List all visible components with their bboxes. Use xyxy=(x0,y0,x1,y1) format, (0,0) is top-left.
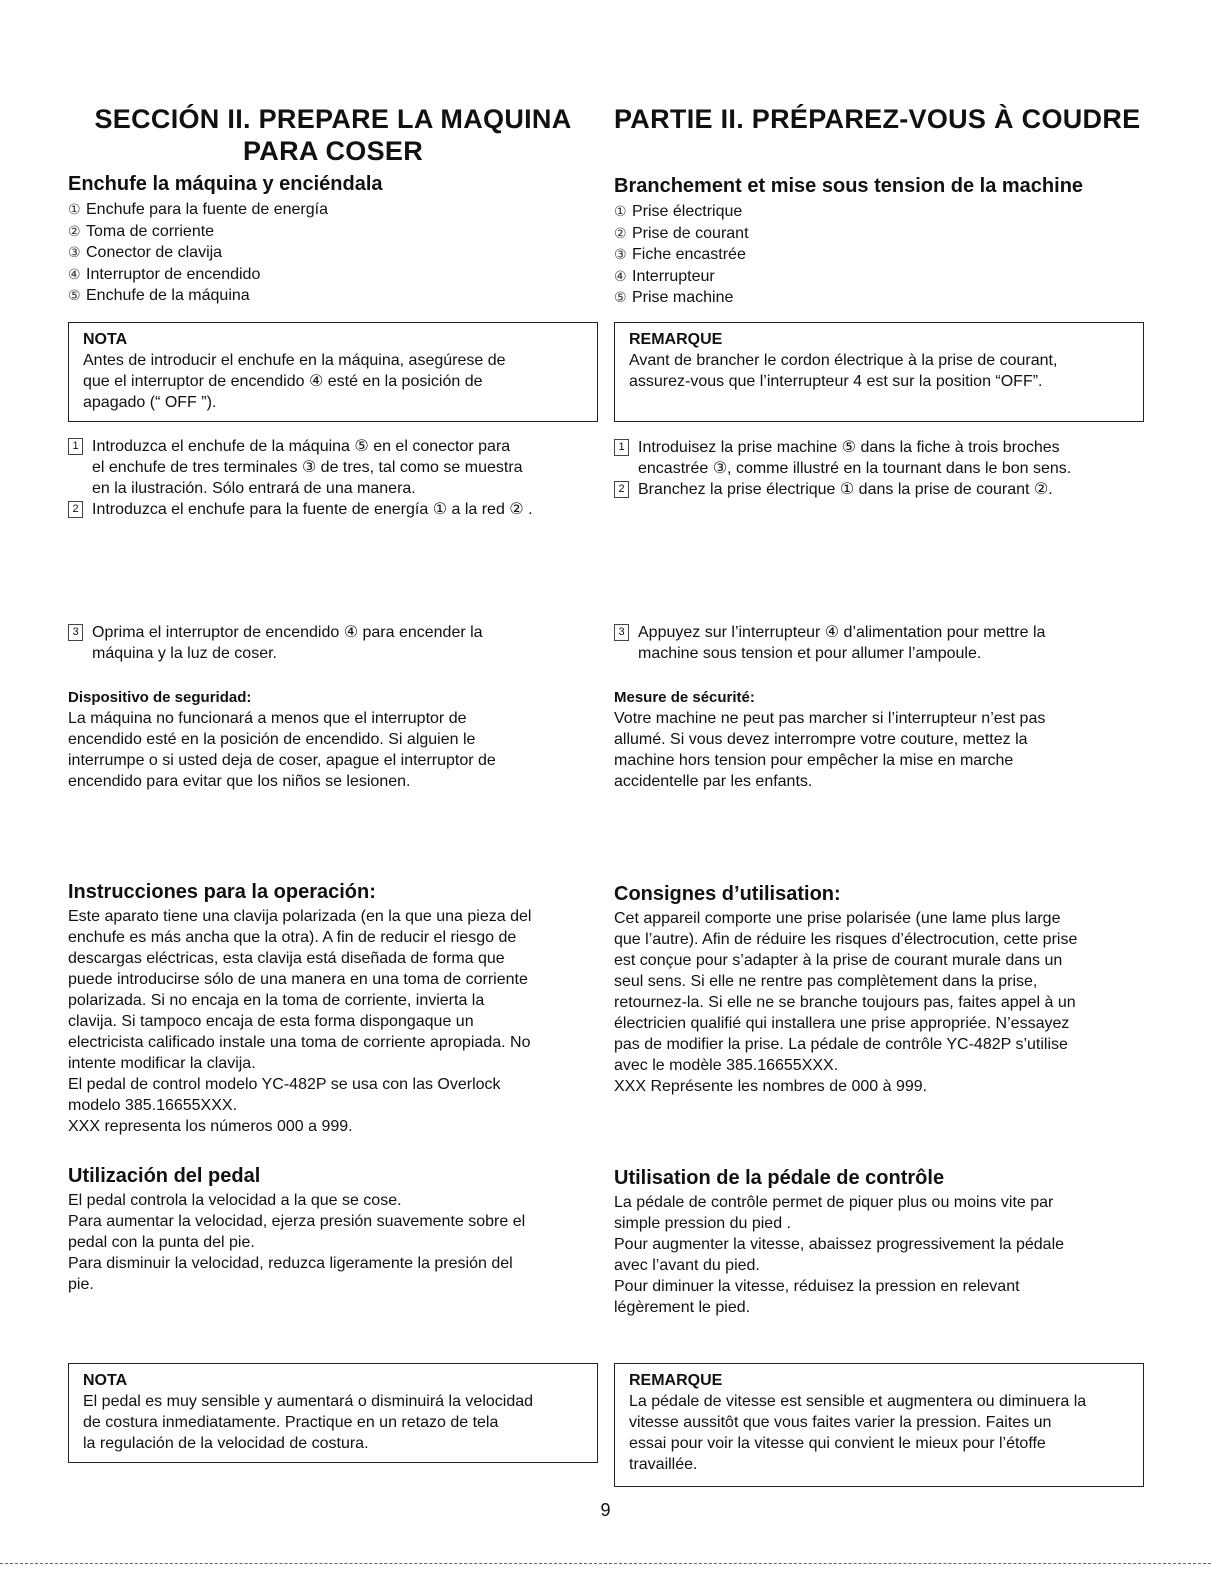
note-box xyxy=(614,1363,1144,1487)
paragraph-line: est conçue pour s’adapter à la prise de courant murale dans un xyxy=(614,952,1063,969)
list-item: ⑤ Prise machine xyxy=(614,289,734,306)
paragraph-line: avec le modèle 385.16655XXX. xyxy=(614,1057,839,1074)
note-box xyxy=(68,1363,598,1463)
operation-heading: Consignes d’utilisation: xyxy=(614,883,841,905)
operation-section xyxy=(614,882,1144,1097)
safety-section xyxy=(614,688,1144,792)
pedal-section xyxy=(68,1164,598,1295)
paragraph-line: avec l’avant du pied. xyxy=(614,1257,760,1274)
list-item: ④ Interrupteur xyxy=(614,267,715,285)
paragraph-line: retournez-la. Si elle ne se branche toujours pas, faites appel à un xyxy=(614,994,1076,1011)
note-box xyxy=(68,322,598,422)
note-line: Avant de brancher le cordon électrique à la prise de courant, xyxy=(629,352,1058,369)
step-item: 1 Introduzca el enchufe de la máquina ⑤ en el conector para el enchufe de tres terminales ③ de tres, tal como se muestra en la ilustración. Sólo entrará de una manera. xyxy=(68,436,598,499)
list-item: ⑤ Enchufe de la máquina xyxy=(68,287,250,304)
paragraph-line: accidentelle par les enfants. xyxy=(614,773,813,790)
section-heading: Branchement et mise sous tension de la machine xyxy=(614,175,1084,197)
paragraph-line: descargas eléctricas, esta clavija está diseñada de forma que xyxy=(68,950,505,967)
operation-section xyxy=(68,880,598,1137)
paragraph-line: El pedal controla la velocidad a la que se cose. xyxy=(68,1192,402,1209)
safety-section xyxy=(68,688,598,792)
page-title-es xyxy=(68,104,598,167)
note-line: apagado (“ OFF ”). xyxy=(83,394,217,411)
title-line-1: SECCIÓN II. PREPARE LA MAQUINA xyxy=(94,104,572,134)
paragraph-line: puede introducirse sólo de una manera en una toma de corriente xyxy=(68,971,528,988)
paragraph-line: pas de modifier la prise. La pédale de contrôle YC-482P s’utilise xyxy=(614,1036,1068,1053)
note-title: REMARQUE xyxy=(629,1372,723,1389)
step-number: 1 xyxy=(68,438,83,455)
step-number: 1 xyxy=(614,439,629,456)
paragraph-line: enchufe es más ancha que la otra). A fin de reducir el riesgo de xyxy=(68,929,517,946)
note-line: La pédale de vitesse est sensible et augmentera ou diminuera la xyxy=(629,1393,1087,1410)
note-line: travaillée. xyxy=(629,1456,698,1473)
note-line: Antes de introducir el enchufe en la máquina, asegúrese de xyxy=(83,352,506,369)
steps-list xyxy=(614,622,1144,664)
paragraph-line: encendido esté en la posición de encendido. Si alguien le xyxy=(68,731,476,748)
page-title-fr xyxy=(614,104,1144,135)
step-item: 2 Branchez la prise électrique ① dans la prise de courant ②. xyxy=(614,479,1144,500)
list-item: ② Toma de corriente xyxy=(68,222,215,240)
step-item: 2 Introduzca el enchufe para la fuente de energía ① a la red ② . xyxy=(68,499,598,520)
paragraph-line: allumé. Si vous devez interrompre votre couture, mettez la xyxy=(614,731,1028,748)
paragraph-line: Cet appareil comporte une prise polarisée (une lame plus large xyxy=(614,910,1061,927)
paragraph-line: XXX representa los números 000 a 999. xyxy=(68,1118,353,1135)
paragraph-line: Pour diminuer la vitesse, réduisez la pression en relevant xyxy=(614,1278,1020,1295)
paragraph-line: légèrement le pied. xyxy=(614,1299,751,1316)
safety-heading: Mesure de sécurité: xyxy=(614,689,755,706)
note-line: de costura inmediatamente. Practique en un retazo de tela xyxy=(83,1414,499,1431)
paragraph-line: Para disminuir la velocidad, reduzca ligeramente la presión del xyxy=(68,1255,513,1272)
paragraph-line: XXX Représente les nombres de 000 à 999. xyxy=(614,1078,928,1095)
pedal-heading: Utilización del pedal xyxy=(68,1165,261,1187)
step-item: 1 Introduisez la prise machine ⑤ dans la fiche à trois broches encastrée ③, comme illustré en la tournant dans le bon sens. xyxy=(614,437,1144,479)
note-title: REMARQUE xyxy=(629,331,723,348)
note-line: que el interruptor de encendido ④ esté en la posición de xyxy=(83,373,483,390)
title-line-2: PARA COSER xyxy=(242,136,424,166)
steps-list xyxy=(68,436,598,520)
paragraph-line: Para aumentar la velocidad, ejerza presión suavemente sobre el xyxy=(68,1213,526,1230)
paragraph-line: électricien qualifié qui installera une prise appropriée. N’essayez xyxy=(614,1015,1070,1032)
paragraph-line: Pour augmenter la vitesse, abaissez progressivement la pédale xyxy=(614,1236,1065,1253)
operation-heading: Instrucciones para la operación: xyxy=(68,881,376,903)
paragraph-line: machine hors tension pour empêcher la mise en marche xyxy=(614,752,1014,769)
step-number: 2 xyxy=(614,481,629,498)
paragraph-line: interrumpe o si usted deja de coser, apague el interruptor de xyxy=(68,752,496,769)
paragraph-line: El pedal de control modelo YC-482P se usa con las Overlock xyxy=(68,1076,501,1093)
paragraph-line: electricista calificado instale una toma de corriente apropiada. No xyxy=(68,1034,531,1051)
list-item: ③ Conector de clavija xyxy=(68,244,223,261)
paragraph-line: encendido para evitar que los niños se lesionen. xyxy=(68,773,411,790)
note-line: assurez-vous que l’interrupteur 4 est sur la position “OFF”. xyxy=(629,373,1043,390)
paragraph-line: que l’autre). Afin de réduire les risques d’électrocution, cette prise xyxy=(614,931,1078,948)
safety-heading: Dispositivo de seguridad: xyxy=(68,689,252,706)
parts-list xyxy=(68,199,598,307)
step-number: 3 xyxy=(614,624,629,641)
note-line: El pedal es muy sensible y aumentará o disminuirá la velocidad xyxy=(83,1393,534,1410)
step-item: 3 Oprima el interruptor de encendido ④ para encender la máquina y la luz de coser. xyxy=(68,622,598,664)
step-item: 3 Appuyez sur l’interrupteur ④ d’alimentation pour mettre la machine sous tension et pour allumer l’ampoule. xyxy=(614,622,1144,664)
step-number: 2 xyxy=(68,501,83,518)
list-item: ④ Interruptor de encendido xyxy=(68,265,261,283)
paragraph-line: clavija. Si tampoco encaja de esta forma dispongaque un xyxy=(68,1013,474,1030)
list-item: ① Prise électrique xyxy=(614,203,743,220)
note-title: NOTA xyxy=(83,1372,128,1389)
paragraph-line: La pédale de contrôle permet de piquer plus ou moins vite par xyxy=(614,1194,1054,1211)
note-box xyxy=(614,322,1144,422)
paragraph-line: Este aparato tiene una clavija polarizada (en la que una pieza del xyxy=(68,908,532,925)
page-number: 9 xyxy=(600,1500,611,1520)
paragraph-line: Votre machine ne peut pas marcher si l’interrupteur n’est pas xyxy=(614,710,1046,727)
note-line: la regulación de la velocidad de costura. xyxy=(83,1435,369,1452)
parts-list xyxy=(614,201,1144,309)
note-title: NOTA xyxy=(83,331,128,348)
list-item: ① Enchufe para la fuente de energía xyxy=(68,201,328,218)
title-line: PARTIE II. PRÉPAREZ-VOUS À COUDRE xyxy=(614,104,1141,134)
paragraph-line: polarizada. Si no encaja en la toma de corriente, invierta la xyxy=(68,992,485,1009)
pedal-heading: Utilisation de la pédale de contrôle xyxy=(614,1167,945,1189)
paragraph-line: seul sens. Si elle ne rentre pas complètement dans la prise, xyxy=(614,973,1038,990)
step-number: 3 xyxy=(68,624,83,641)
plug-in-section xyxy=(614,174,1144,309)
list-item: ③ Fiche encastrée xyxy=(614,246,746,263)
note-line: essai pour voir la vitesse qui convient le mieux pour l’étoffe xyxy=(629,1435,1046,1452)
plug-in-section xyxy=(68,172,598,307)
paragraph-line: pie. xyxy=(68,1276,94,1293)
steps-list xyxy=(68,622,598,664)
steps-list xyxy=(614,437,1144,500)
page-edge-divider xyxy=(0,1563,1211,1564)
list-item: ② Prise de courant xyxy=(614,224,749,242)
paragraph-line: pedal con la punta del pie. xyxy=(68,1234,255,1251)
paragraph-line: intente modificar la clavija. xyxy=(68,1055,256,1072)
pedal-section xyxy=(614,1166,1144,1318)
paragraph-line: La máquina no funcionará a menos que el interruptor de xyxy=(68,710,467,727)
paragraph-line: simple pression du pied . xyxy=(614,1215,791,1232)
section-heading: Enchufe la máquina y enciéndala xyxy=(68,173,383,195)
note-line: vitesse aussitôt que vous faites varier la pression. Faites un xyxy=(629,1414,1052,1431)
paragraph-line: modelo 385.16655XXX. xyxy=(68,1097,238,1114)
